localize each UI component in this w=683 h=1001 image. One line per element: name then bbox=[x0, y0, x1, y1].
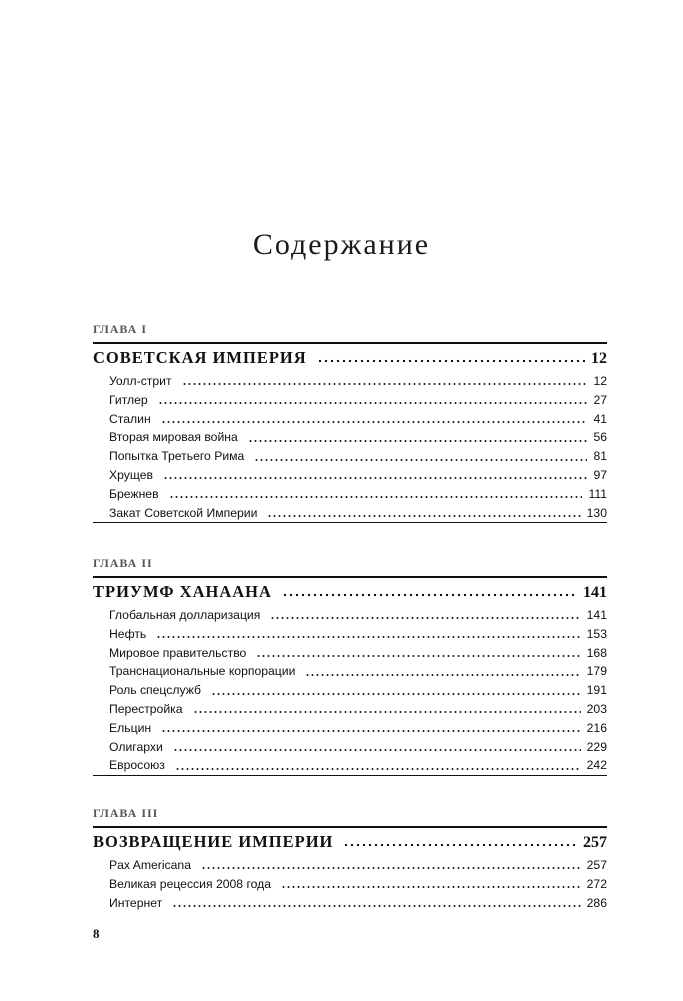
toc-entry-page: 216 bbox=[586, 720, 607, 735]
toc-entry-title: Нефть bbox=[109, 626, 147, 641]
toc-entry[interactable] bbox=[93, 700, 607, 719]
toc-entry-page: 286 bbox=[586, 895, 607, 910]
dot-leader bbox=[256, 648, 580, 658]
toc-entry-title: Попытка Третьего Рима bbox=[109, 449, 245, 464]
toc-entry-title: Сталин bbox=[109, 411, 151, 426]
toc-entry[interactable] bbox=[93, 372, 607, 391]
chapter-label: ГЛАВА I bbox=[93, 322, 148, 336]
toc-entry-page: 203 bbox=[586, 701, 607, 716]
toc-entries bbox=[93, 606, 607, 776]
chapter-page-number: 141 bbox=[583, 584, 607, 601]
chapter-2 bbox=[93, 552, 607, 776]
dot-leader bbox=[317, 353, 585, 363]
toc-entry-page: 97 bbox=[593, 467, 607, 482]
toc-entry-page: 56 bbox=[593, 430, 607, 445]
chapter-3 bbox=[93, 802, 607, 912]
dot-leader bbox=[173, 742, 581, 752]
chapter-1 bbox=[93, 318, 607, 523]
dot-leader bbox=[254, 452, 587, 462]
dot-leader bbox=[305, 667, 580, 677]
chapter-label: ГЛАВА II bbox=[93, 556, 153, 570]
toc-entry-page: 168 bbox=[586, 645, 607, 660]
chapter-heading[interactable] bbox=[93, 826, 607, 856]
toc-entry[interactable] bbox=[93, 856, 607, 875]
toc-entry[interactable] bbox=[93, 485, 607, 504]
dot-leader bbox=[161, 414, 588, 424]
toc-entry-title: Интернет bbox=[109, 895, 163, 910]
toc-entry-page: 191 bbox=[586, 683, 607, 698]
toc-entry-page: 111 bbox=[588, 486, 607, 501]
toc-entry[interactable] bbox=[93, 738, 607, 757]
dot-leader bbox=[248, 433, 588, 443]
toc-entry[interactable] bbox=[93, 681, 607, 700]
toc-entry-page: 229 bbox=[586, 739, 607, 754]
toc-entry-page: 81 bbox=[593, 449, 607, 464]
dot-leader bbox=[158, 395, 588, 405]
toc-entry[interactable] bbox=[93, 625, 607, 644]
toc-entry[interactable] bbox=[93, 756, 607, 775]
toc-entry-title: Хрущев bbox=[109, 467, 154, 482]
toc-entry-title: Великая рецессия 2008 года bbox=[109, 876, 272, 891]
toc-entry-page: 12 bbox=[593, 374, 607, 388]
toc-entry-title: Брежнев bbox=[109, 486, 159, 501]
toc-entry-page: 41 bbox=[593, 411, 607, 426]
dot-leader bbox=[156, 629, 580, 639]
chapter-heading[interactable] bbox=[93, 576, 607, 606]
toc-entry-page: 130 bbox=[586, 505, 607, 520]
toc-entry[interactable] bbox=[93, 447, 607, 466]
toc-entry-page: 257 bbox=[586, 858, 607, 872]
toc-entry[interactable] bbox=[93, 428, 607, 447]
dot-leader bbox=[267, 508, 580, 518]
toc-entry-title: Вторая мировая война bbox=[109, 430, 238, 445]
toc-entry-page: 153 bbox=[586, 626, 607, 641]
page-title: Содержание bbox=[252, 228, 431, 261]
toc-entry-title: Уолл-стрит bbox=[109, 374, 172, 388]
dot-leader bbox=[182, 376, 588, 386]
dot-leader bbox=[161, 723, 581, 733]
toc-entry[interactable] bbox=[93, 466, 607, 485]
dot-leader bbox=[211, 686, 581, 696]
toc-entry[interactable] bbox=[93, 391, 607, 410]
dot-leader bbox=[270, 610, 580, 620]
chapter-label: ГЛАВА III bbox=[93, 806, 159, 820]
chapter-heading[interactable] bbox=[93, 342, 607, 372]
dot-leader bbox=[201, 860, 581, 870]
toc-entries bbox=[93, 856, 607, 912]
toc-entry[interactable] bbox=[93, 662, 607, 681]
dot-leader bbox=[163, 470, 587, 480]
toc-entry-title: Роль спецслужб bbox=[109, 683, 201, 698]
chapter-name: СОВЕТСКАЯ ИМПЕРИЯ bbox=[93, 348, 307, 367]
toc-entry[interactable] bbox=[93, 894, 607, 913]
toc-entry-title: Глобальная долларизация bbox=[109, 608, 261, 622]
toc-entry-title: Ельцин bbox=[109, 720, 152, 735]
dot-leader bbox=[172, 898, 580, 908]
toc-entry-title: Транснациональные корпорации bbox=[109, 664, 296, 679]
dot-leader bbox=[193, 704, 581, 714]
toc-entry[interactable] bbox=[93, 644, 607, 663]
dot-leader bbox=[175, 761, 581, 771]
toc-entry[interactable] bbox=[93, 719, 607, 738]
toc-entry-page: 272 bbox=[586, 876, 607, 891]
toc-entry-page: 141 bbox=[586, 608, 607, 622]
toc-entry-title: Pax Americana bbox=[109, 858, 191, 872]
toc-entry-page: 242 bbox=[586, 758, 607, 773]
toc-entries bbox=[93, 372, 607, 523]
toc-entry-title: Олигархи bbox=[109, 739, 163, 754]
chapter-page-number: 12 bbox=[591, 350, 607, 367]
chapter-name: ВОЗВРАЩЕНИЕ ИМПЕРИИ bbox=[93, 832, 334, 851]
dot-leader bbox=[281, 879, 581, 889]
toc-entry[interactable] bbox=[93, 504, 607, 523]
toc-entry-title: Гитлер bbox=[109, 392, 148, 407]
toc-entry[interactable] bbox=[93, 875, 607, 894]
toc-entry-title: Закат Советской Империи bbox=[109, 505, 258, 520]
dot-leader bbox=[282, 587, 577, 597]
toc-entry-page: 27 bbox=[593, 392, 607, 407]
toc-entry-page: 179 bbox=[586, 664, 607, 679]
chapter-page-number: 257 bbox=[583, 834, 607, 851]
toc-entry[interactable] bbox=[93, 606, 607, 625]
toc-entry-title: Перестройка bbox=[109, 701, 183, 716]
dot-leader bbox=[343, 837, 577, 847]
page-number: 8 bbox=[93, 926, 100, 941]
dot-leader bbox=[169, 489, 583, 499]
toc-entry-title: Мировое правительство bbox=[109, 645, 247, 660]
toc-entry[interactable] bbox=[93, 410, 607, 429]
toc-entry-title: Евросоюз bbox=[109, 758, 165, 773]
chapter-name: ТРИУМФ ХАНААНА bbox=[93, 582, 272, 601]
